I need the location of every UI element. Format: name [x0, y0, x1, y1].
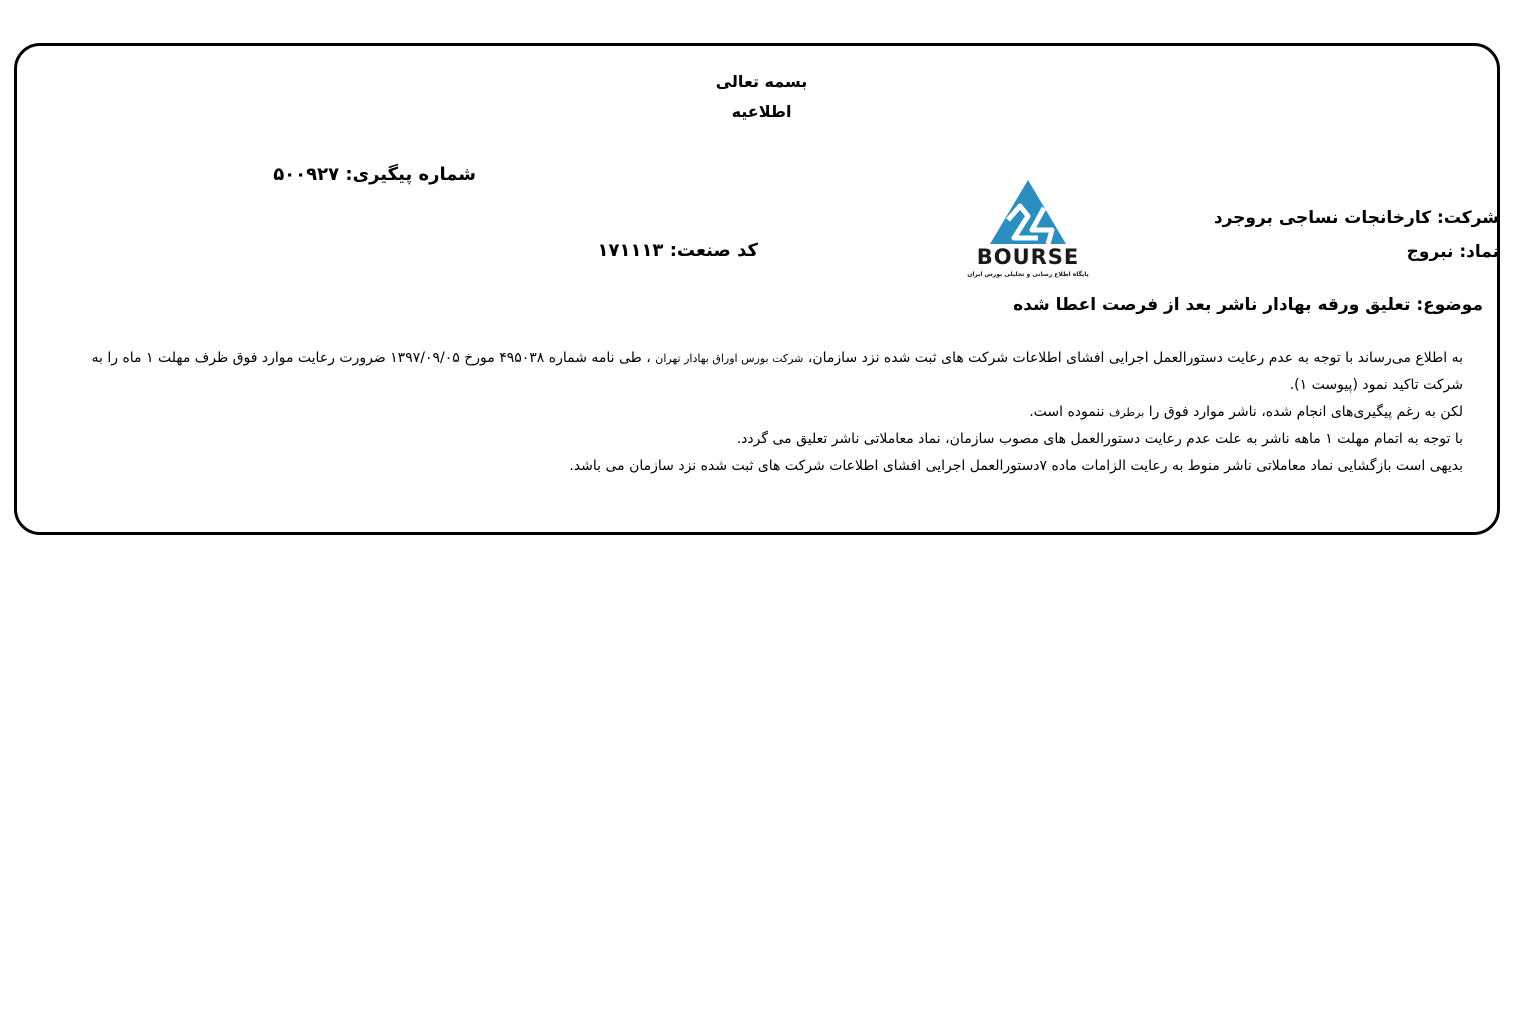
industry-value: ۱۷۱۱۱۳ [597, 240, 664, 261]
basmala-heading: بسمه تعالی [715, 72, 808, 91]
company-name [1214, 208, 1499, 228]
symbol-label: نماد: [1459, 242, 1499, 262]
subject-value: تعلیق ورقه بهادار ناشر بعد از فرصت اعطا شده [1013, 295, 1411, 315]
body-p2-text-b: ننموده است. [1029, 404, 1105, 420]
body-paragraph-1 [83, 345, 1463, 399]
body-p1-text-b: ، طی نامه شماره ۴۹۵۰۳۸ مورخ ۱۳۹۷/۰۹/۰۵ ضرورت رعایت موارد فوق ظرف مهلت ۱ ماه را به شرکت تاکید نمود (پیوست ۱). [91, 350, 1463, 393]
body-p1-text-a: به اطلاع می‌رساند با توجه به عدم رعایت دستورالعمل اجرایی افشای اطلاعات شرکت های ثبت شده نزد سازمان، [807, 350, 1463, 366]
notice-title: اطلاعیه [731, 102, 792, 121]
body-p2-text-a: لکن به رغم پیگیری‌های انجام شده، ناشر موارد فوق را [1148, 404, 1463, 420]
tracking-number [240, 164, 476, 185]
bourse-logo-icon [962, 178, 1092, 282]
industry-label: کد صنعت: [669, 240, 758, 261]
tracking-label: شماره پیگیری: [345, 164, 476, 185]
logo-brand-text: BOURSE [976, 245, 1080, 269]
company-label: شرکت: [1437, 208, 1499, 228]
symbol-value: نبروج [1406, 242, 1454, 262]
company-value: کارخانجات نساجی بروجرد [1213, 208, 1432, 228]
body-paragraph-3: با توجه به اتمام مهلت ۱ ماهه ناشر به علت عدم رعایت دستورالعمل های مصوب سازمان، نماد معاملاتی ناشر تعلیق می گردد. [736, 431, 1463, 447]
subject-line [1013, 295, 1483, 315]
body-paragraph-4: بدیهی است بازگشایی نماد معاملاتی ناشر منوط به رعایت الزامات ماده ۷دستورالعمل اجرایی افشای اطلاعات شرکت های ثبت شده نزد سازمان می باشد. [569, 458, 1463, 474]
body-p1-exchange-name: شرکت بورس اوراق بهادار تهران [655, 352, 804, 365]
tracking-value: ۵۰۰۹۲۷ [273, 164, 340, 185]
bourse-logo [962, 178, 1092, 282]
ticker-symbol [1407, 242, 1499, 262]
industry-code [560, 240, 758, 261]
logo-tagline: پایگاه اطلاع رسانی و تحلیلی بورس ایران [967, 271, 1089, 278]
subject-label: موضوع: [1416, 295, 1483, 315]
notice-body [83, 345, 1463, 480]
body-paragraph-2 [83, 399, 1463, 426]
body-p2-resolved: برطرف [1108, 406, 1145, 419]
